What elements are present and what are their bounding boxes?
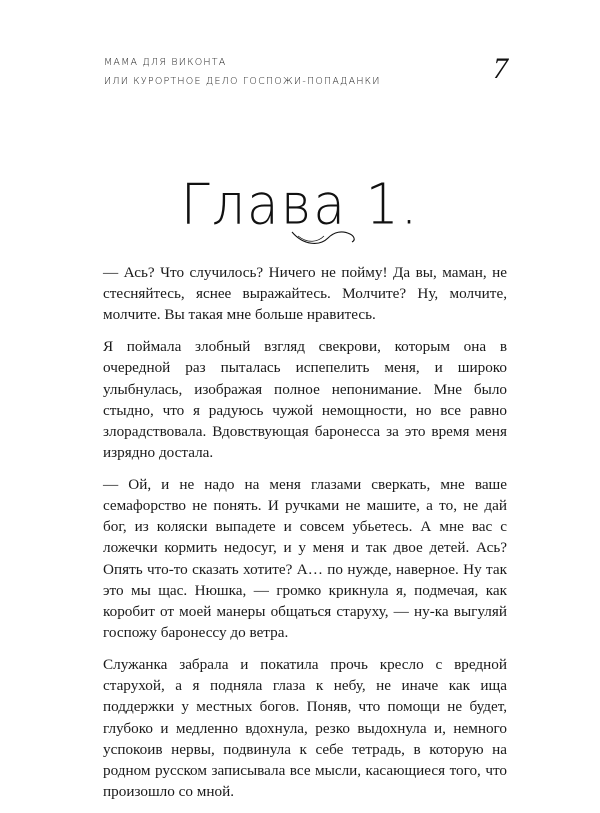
- page-number: 7: [493, 52, 508, 85]
- running-header-line-1: МАМА ДЛЯ ВИКОНТА: [104, 57, 227, 68]
- paragraph-4: Служанка забрала и покатила прочь кресло с вредной старухой, а я подняла глаза к небу, не иначе как ища поддержки у местных богов. Поняв, что помощи не будет, глубоко и медленно вдохнула, резко выдохнула и, немного успокоив нервы, подвинула к себе тетрадь, в которую на родном русском записывала все мысли, касающиеся того, что произошло со мной.: [103, 655, 507, 801]
- paragraph-2: Я поймала злобный взгляд свекрови, которым она в очередной раз пыталась испепелить меня, и широко улыбнулась, изображая полное непонимание. Мне было стыдно, что я радуюсь чужой немощности, но все равно злорадствовала. Вдовствующая баронесса за это время меня изрядно достала.: [103, 338, 507, 462]
- body-text: [103, 262, 507, 813]
- chapter-title: Глава 1.: [180, 172, 420, 238]
- paragraph-3: — Ой, и не надо на меня глазами сверкать, мне ваше семафорство не понять. И ручками не машите, а то, не дай бог, из коляски выпадете и совсем убьетесь. А мне вас с ложечки кормить недосуг, и у меня и так двое детей. Ась? Опять что-то сказать хотите? А… по нужде, наверное. Ну так это мы щас. Нюшка, — громко крикнула я, подмечая, как коробит от моей манеры общаться старуху, — ну-ка выгуляй госпожу баронессу до ветра.: [103, 475, 507, 642]
- chapter-flourish-ornament: [290, 226, 360, 248]
- running-header: [104, 53, 404, 91]
- paragraph-1: — Ась? Что случилось? Ничего не пойму! Да вы, маман, не стесняйтесь, яснее выражайтесь. Молчите? Ну, молчите, молчите. Вы такая мне больше нравитесь.: [103, 264, 507, 324]
- running-header-line-2: ИЛИ КУРОРТНОЕ ДЕЛО ГОСПОЖИ-ПОПАДАНКИ: [104, 76, 381, 87]
